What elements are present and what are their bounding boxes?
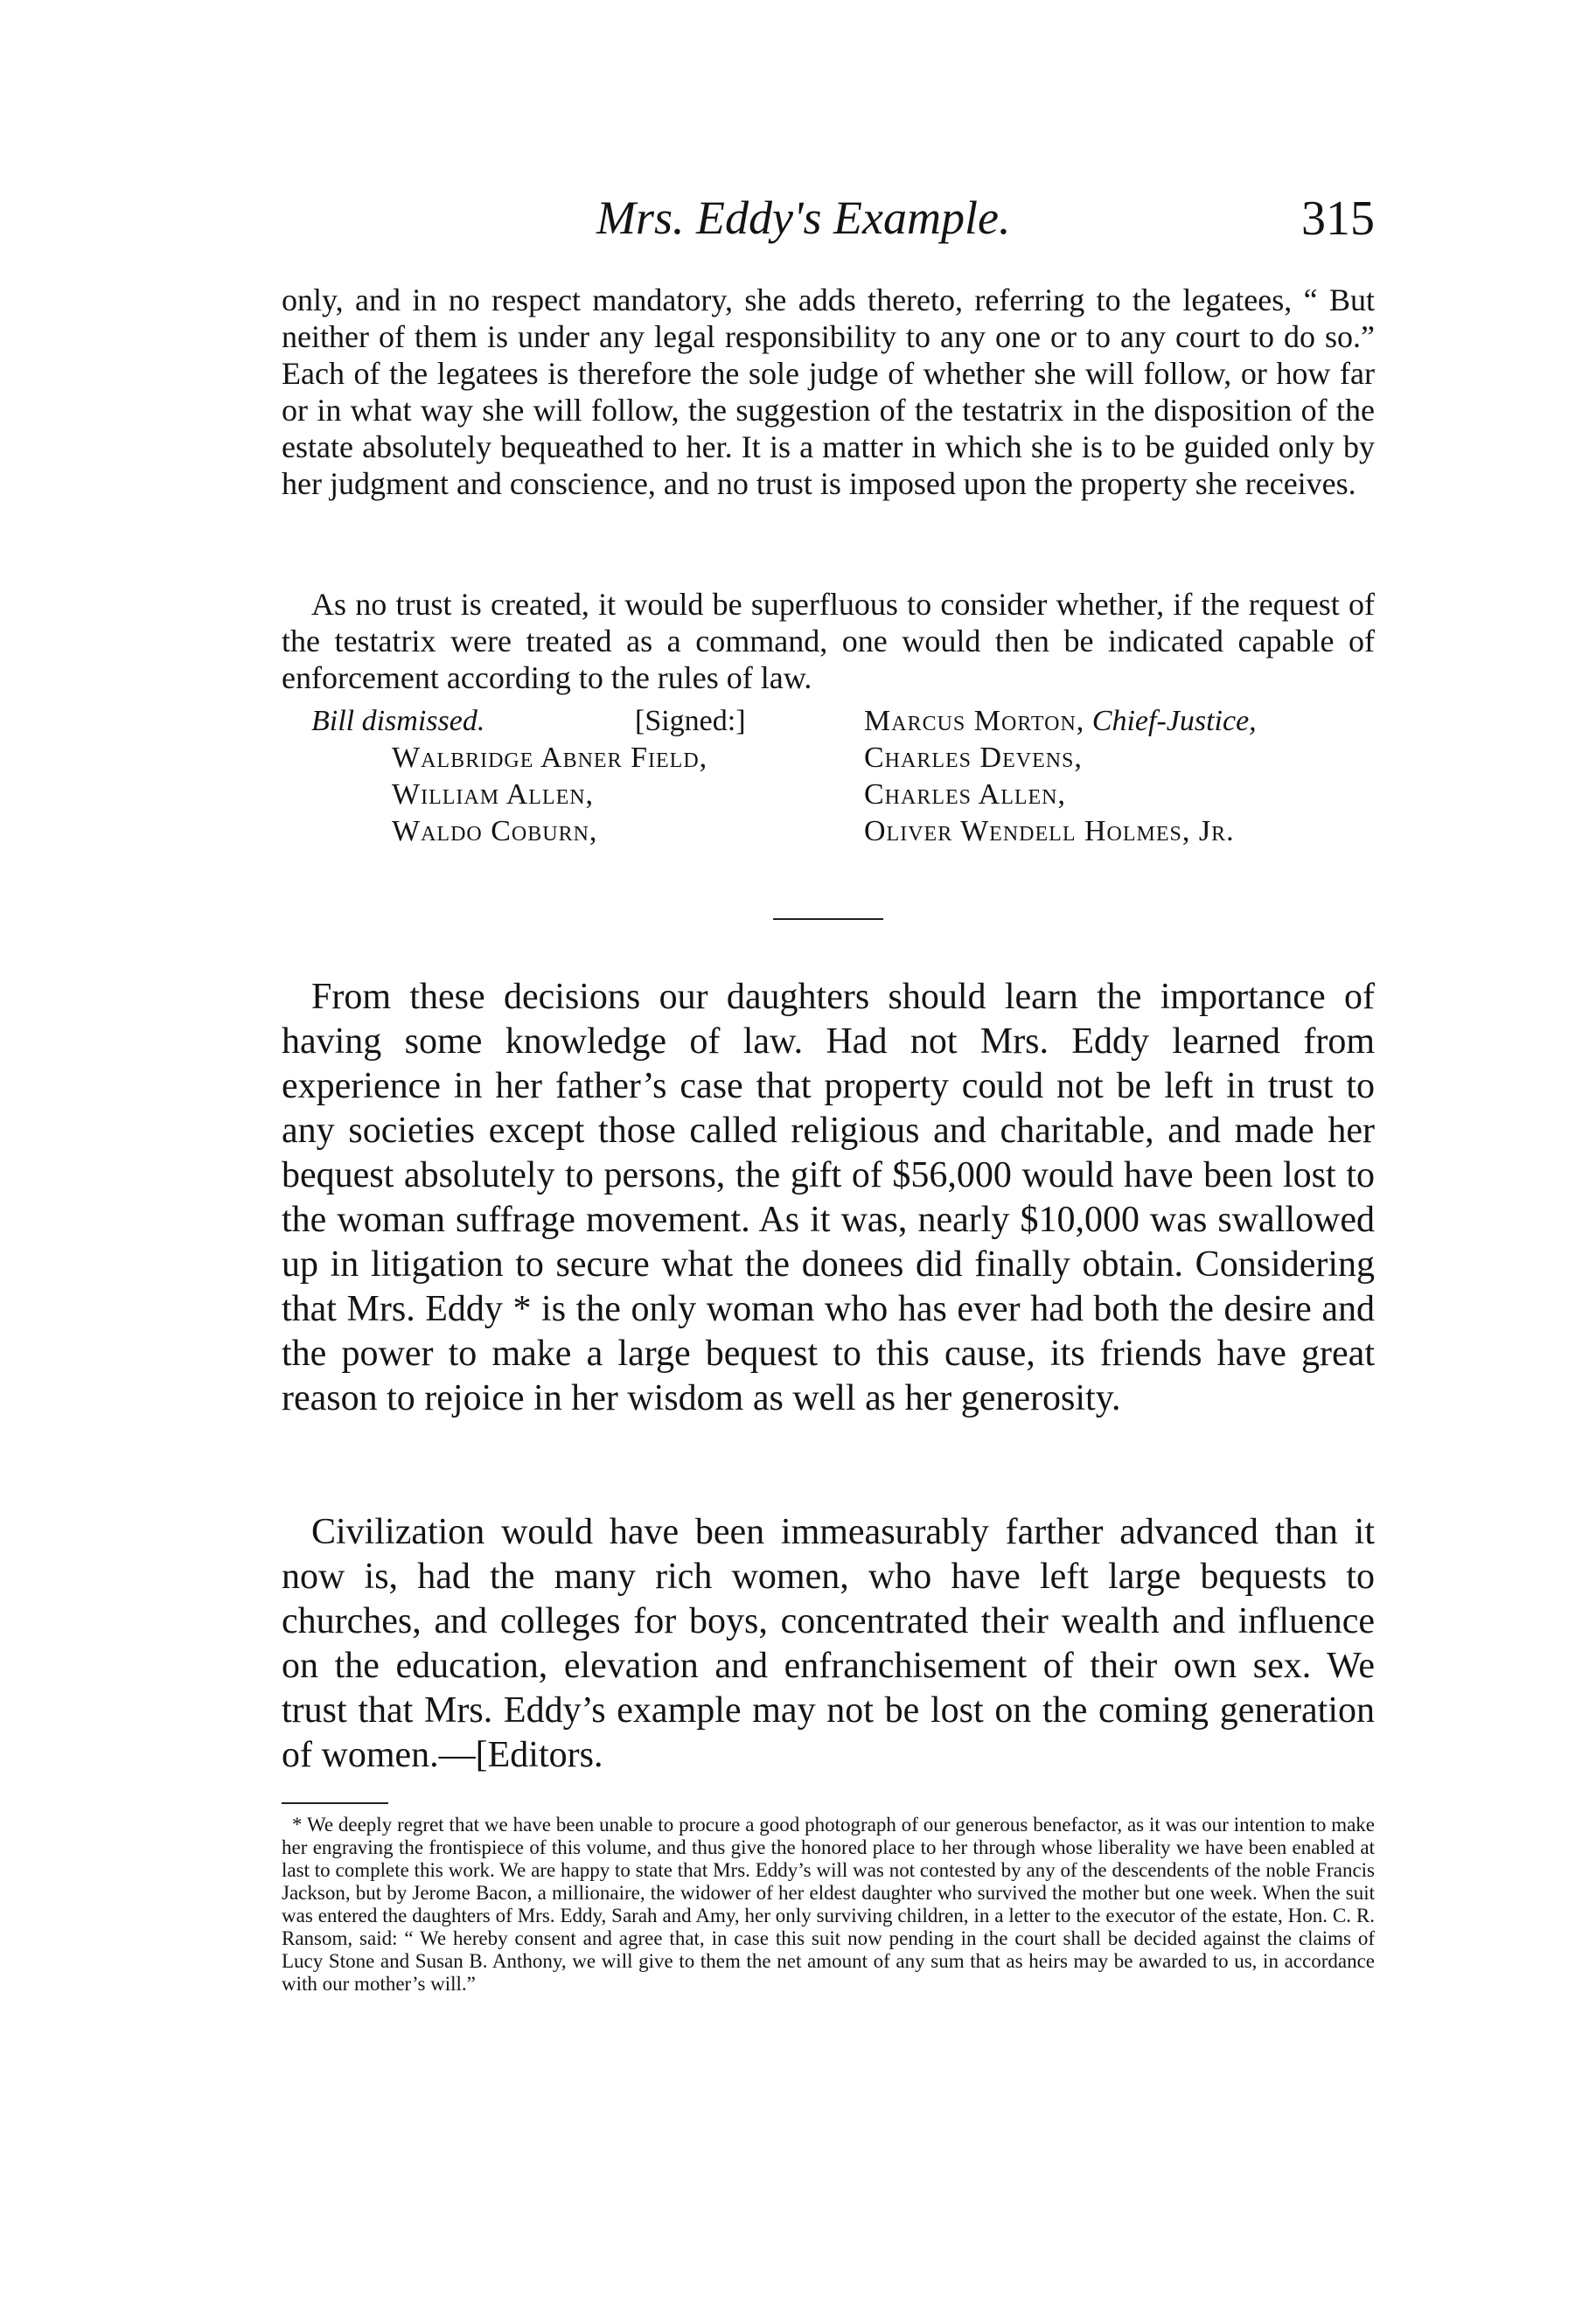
footnote: * We deeply regret that we have been unable to procure a good photograph of our generous benefactor, as it was our intention to make her engraving the frontispiece of this volume, and thus give the honored place to her through whose liberality we have been enabled at last to complete this work. We are happy to state that Mrs. Eddy’s will was not contested by any of the descendents of the noble Francis Jackson, but by Jerome Bacon, a millionaire, the widower of her eldest daughter who survived the mother but one week. When the suit was entered the daughters of Mrs. Eddy, Sarah and Amy, her only surviving children, in a letter to the executor of the estate, Hon. C. R. Ransom, said: “ We hereby consent and agree that, in case this suit now pending in the court shall be decided against the claims of Lucy Stone and Susan B. Anthony, we will give to them the net amount of any sum that as heirs may be awarded to us, in accordance with our mother’s will.” <box>282 1814 1375 1995</box>
editorial-paragraph-1: From these decisions our daughters should learn the importance of having some knowledge of law. Had not Mrs. Eddy learned from experience in her father’s case that property could not be left in trust to any societies except those called religious and charitable, and made her bequest absolutely to persons, the gift of $56,000 would have been lost to the woman suffrage movement. As it was, nearly $10,000 was swallowed up in litigation to secure what the donees did finally obtain. Considering that Mrs. Eddy * is the only woman who has ever had both the desire and the power to make a large bequest to this cause, its friends have great reason to rejoice in her wisdom as well as her generosity. <box>282 977 1375 1418</box>
footnote-divider <box>282 1802 388 1804</box>
signatory-name: William Allen, <box>392 778 595 811</box>
section-divider <box>773 918 883 920</box>
chief-justice-title: Chief-Justice, <box>1091 705 1257 737</box>
signatory-name: Waldo Coburn, <box>392 815 598 847</box>
signatory-name: Charles Allen, <box>864 778 1067 811</box>
signature-block <box>282 703 1375 850</box>
running-title: Mrs. Eddy's Example. <box>596 192 1011 244</box>
signatory-name: Marcus Morton, <box>864 705 1085 737</box>
signatory-name: Charles Devens, <box>864 742 1083 774</box>
opinion-paragraph-1: only, and in no respect mandatory, she adds thereto, referring to the legatees, “ But neither of them is under any legal responsibility to any one or to any court to do so.” Each of the legatees is therefore the sole judge of whether she will follow, or how far or in what way she will follow, the suggestion of the testatrix in the disposition of the estate absolutely bequeathed to her. It is a matter in which she is to be guided only by her judgment and conscience, and no trust is imposed upon the property she receives. <box>282 282 1375 501</box>
page-number: 315 <box>1301 192 1375 246</box>
bill-dismissed: Bill dismissed. <box>311 705 485 737</box>
signatory-name: Oliver Wendell Holmes, Jr. <box>864 815 1235 847</box>
signatory-name: Walbridge Abner Field, <box>392 742 708 774</box>
page-header <box>282 185 1375 255</box>
signature-right-1 <box>864 703 1257 740</box>
opinion-paragraph-2: As no trust is created, it would be superfluous to consider whether, if the request of the testatrix were treated as a command, one would then be indicated capable of enforcement according to the rules of law. <box>282 587 1375 695</box>
signed-label: [Signed:] <box>635 705 746 737</box>
editorial-paragraph-2: Civilization would have been immeasurably farther advanced than it now is, had the many rich women, who have left large bequests to churches, and colleges for boys, concentrated their wealth and influence on the education, elevation and enfranchisement of their own sex. We trust that Mrs. Eddy’s example may not be lost on the coming generation of women.—[Editors. <box>282 1512 1375 1775</box>
